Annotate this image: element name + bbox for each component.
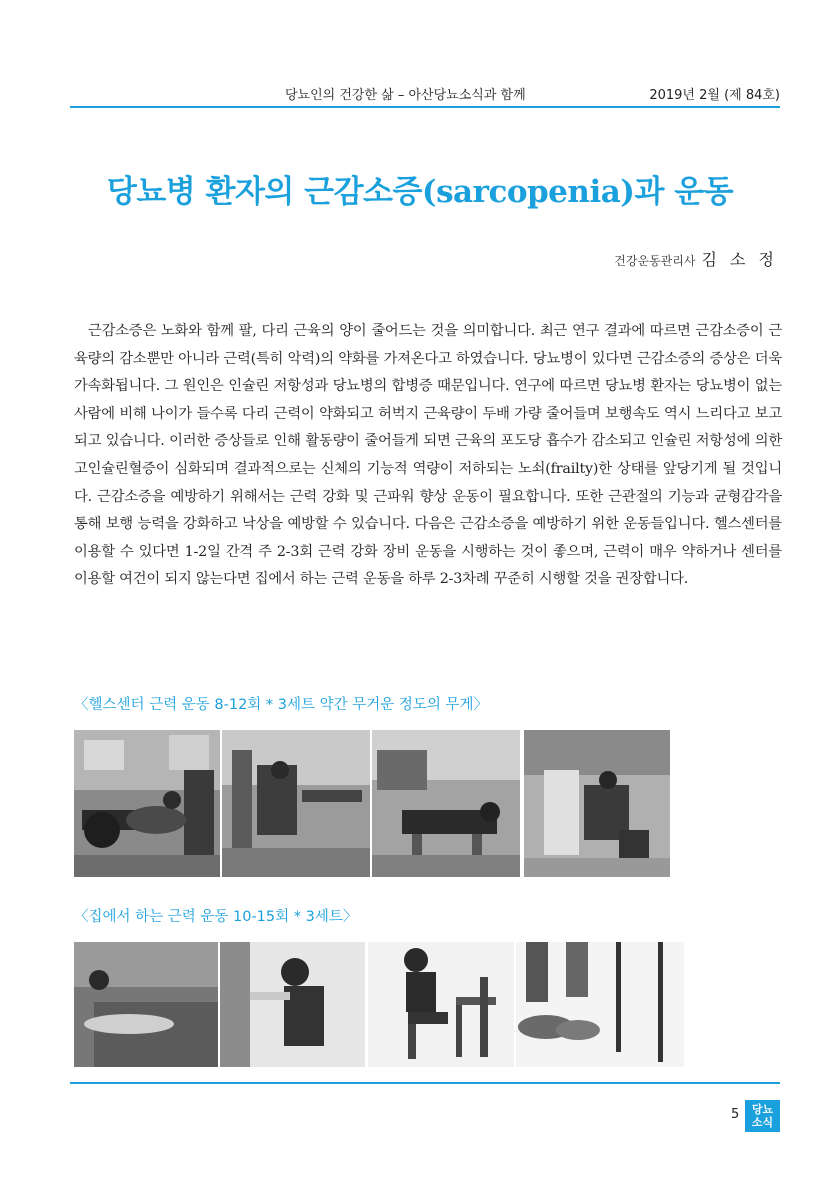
badge-line-2: 소식: [751, 1116, 774, 1129]
header-title: 당뇨인의 건강한 삶 – 아산당뇨소식과 함께: [285, 88, 526, 103]
author-name: 김 소 정: [701, 250, 778, 269]
section-heading-home: 〈집에서 하는 근력 운동 10-15회 * 3세트〉: [74, 909, 358, 925]
running-header: [70, 82, 780, 108]
gym-photo-leg-curl: [372, 730, 520, 877]
author-role: 건강운동관리사: [614, 254, 696, 268]
page-number: 5: [731, 1107, 740, 1122]
gym-photo-leg-press: [74, 730, 220, 877]
gym-photo-leg-extension: [524, 730, 670, 877]
header-issue-date: 2019년 2월 (제 84호): [649, 88, 780, 103]
author-byline: [614, 247, 778, 270]
newsletter-badge: [745, 1100, 780, 1132]
home-photo-calf-raise: [516, 942, 684, 1067]
home-photo-grip-exercise: [74, 942, 218, 1067]
footer-rule: [70, 1082, 780, 1084]
section-heading-gym: 〈헬스센터 근력 운동 8-12회 * 3세트 약간 무거운 정도의 무게〉: [74, 697, 489, 713]
badge-line-1: 당뇨: [751, 1103, 774, 1116]
article-body: 근감소증은 노화와 함께 팔, 다리 근육의 양이 줄어드는 것을 의미합니다. 최근 연구 결과에 따르면 근감소증이 근육량의 감소뿐만 아니라 근력(특히 악력)의 약화를 가져온다고 하였습니다. 당뇨병이 있다면 근감소증의 증상은 더욱 가속화됩니다. 그 원인은 인슐린 저항성과 당뇨병의 합병증 때문입니다. 연구에 따르면 당뇨병 환자는 당뇨병이 없는 사람에 비해 나이가 들수록 다리 근력이 약화되고 허벅지 근육량이 두배 가량 줄어들며 보행속도 역시 느리다고 보고되고 있습니다. 이러한 증상들로 인해 활동량이 줄어들게 되면 근육의 포도당 흡수가 감소되고 인슐린 저항성에 의한 고인슐린혈증이 심화되며 결과적으로는 신체의 기능적 역량이 저하되는 노쇠(frailty)한 상태를 앞당기게 될 것입니다. 근감소증을 예방하기 위해서는 근력 강화 및 근파워 향상 운동이 필요합니다. 또한 근관절의 기능과 균형감각을 통해 보행 능력을 강화하고 낙상을 예방할 수 있습니다. 다음은 근감소증을 예방하기 위한 운동들입니다. 헬스센터를 이용할 수 있다면 1-2일 간격 주 2-3회 근력 강화 장비 운동을 시행하는 것이 좋으며, 근력이 매우 약하거나 센터를 이용할 여건이 되지 않는다면 집에서 하는 근력 운동을 하루 2-3차례 꾸준히 시행할 것을 권장합니다.: [74, 323, 782, 588]
home-photo-chair-squat: [368, 942, 514, 1067]
gym-photo-seated-machine: [222, 730, 370, 877]
article-title: 당뇨병 환자의 근감소증(sarcopenia)과 운동: [106, 174, 734, 210]
home-photo-wall-pushup: [220, 942, 365, 1067]
